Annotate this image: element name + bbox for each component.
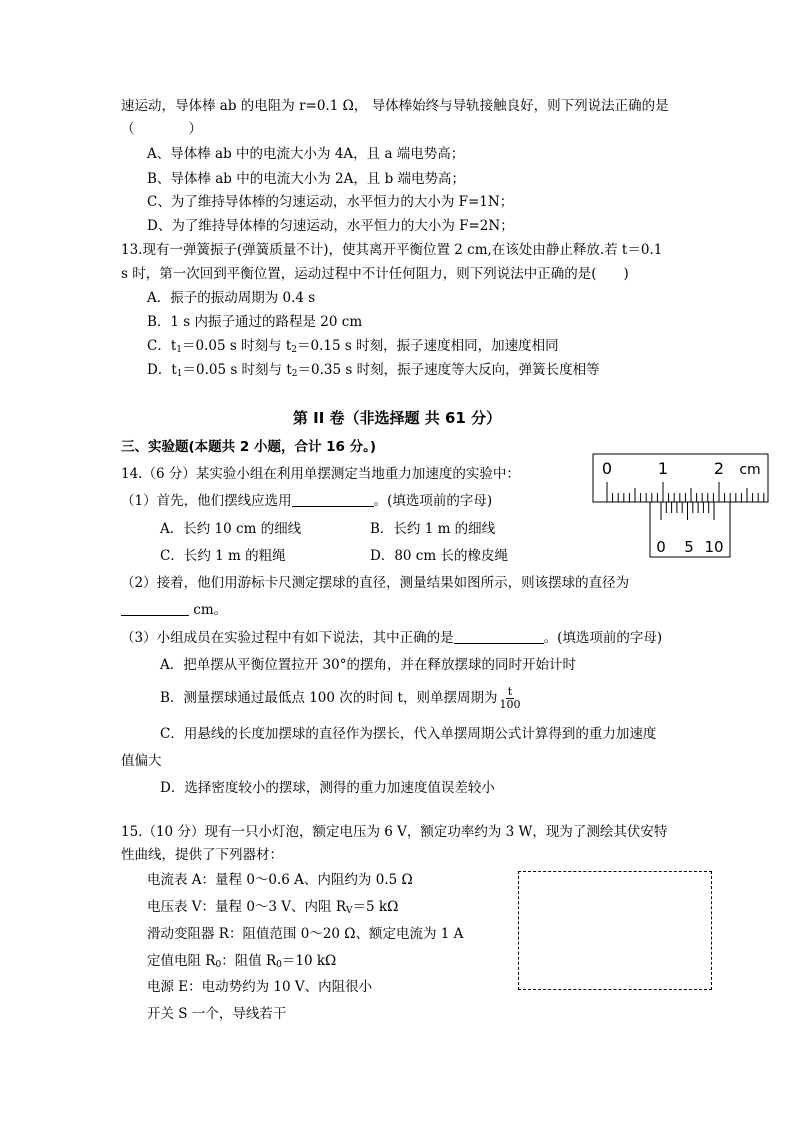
q13-stem-line1: 13.现有一弹簧振子(弹簧质量不计)，使其离开平衡位置 2 cm,在该处由静止释放.若 t＝0.1 (121, 242, 663, 258)
q14-part3: （3）小组成员在实验过程中有如下说法，其中正确的是 。(填选项前的字母) (121, 630, 663, 646)
section3-heading: 三、实验题(本题共 2 小题，合计 16 分。) (121, 439, 377, 455)
caliper-main-label-2: 2 (713, 459, 725, 478)
caliper-vernier-label-10: 10 (704, 538, 724, 556)
q13-option-d: D．$t_1=0.05$ s 时刻与 $t_2=0.35$ s 时刻，振子速度等大反向，弹簧长度相等 (147, 362, 600, 379)
q12-answer-paren: （ ） (121, 121, 202, 137)
q14-part3-option-a: A．把单摆从平衡位置拉开 30°的摆角，并在释放摆球的同时开始计时 (160, 657, 576, 673)
q14-part2: （2）接着，他们用游标卡尺测定摆球的直径，测量结果如图所示，则该摆球的直径为 (121, 575, 630, 591)
q14-option-d: D．80 cm 长的橡皮绳 (370, 548, 508, 564)
circuit-drawing-box[interactable] (518, 871, 712, 990)
q15-switch: 开关 S 一个，导线若干 (147, 1006, 287, 1022)
q14-option-c: C．长约 1 m 的粗绳 (160, 548, 286, 564)
q14-part3-option-c-line1: C．用悬线的长度加摆球的直径作为摆长，代入单摆周期公式计算得到的重力加速度 (160, 726, 657, 742)
q13-option-a: A．振子的振动周期为 0.4 s (147, 290, 316, 306)
q12-option-d: D、为了维持导体棒的匀速运动，水平恒力的大小为 F=2N； (147, 218, 514, 234)
caliper-main-label-0: 0 (601, 459, 613, 478)
period-fraction: $\frac{t}{100}$ (499, 685, 521, 711)
q15-fixed-resistor: 定值电阻 $R_0$：阻值 $R_0=10$ kΩ (147, 953, 337, 970)
part2-title: 第 II 卷（非选择题 共 61 分） (292, 409, 502, 427)
q14-part3-option-b: B．测量摆球通过最低点 100 次的时间 t，则单摆周期为 $\frac{t}{100}$ (160, 685, 521, 711)
q15-ammeter: 电流表 A：量程 0～0.6 A、内阻约为 0.5 Ω (147, 872, 413, 888)
q15-intro-line1: 15.（10 分）现有一只小灯泡，额定电压为 6 V，额定功率约为 3 W，现为了测绘其伏安特 (121, 824, 668, 840)
q13-option-c: C．$t_1=0.05$ s 时刻与 $t_2=0.15$ s 时刻，振子速度相同，加速度相同 (147, 338, 559, 355)
q14-part2-answer: cm。 (121, 601, 227, 619)
q15-voltmeter: 电压表 V：量程 0～3 V、内阻 $R_V=5$ kΩ (147, 899, 399, 916)
q14-option-b: B．长约 1 m 的细线 (370, 521, 496, 537)
q14-part3-option-d: D．选择密度较小的摆球，测得的重力加速度值误差较小 (160, 780, 495, 796)
q15-intro-line2: 性曲线，提供了下列器材： (121, 847, 283, 863)
caliper-vernier-label-5: 5 (684, 538, 694, 556)
q15-power-source: 电源 E：电动势约为 10 V、内阻很小 (147, 979, 373, 995)
q13-stem-line2: s 时，第一次回到平衡位置，运动过程中不计任何阻力，则下列说法中正确的是( ) (121, 266, 629, 282)
q13-option-b: B．1 s 内振子通过的路程是 20 cm (147, 314, 363, 330)
q12-stem: 速运动，导体棒 ab 的电阻为 r=0.1 Ω， 导体棒始终与导轨接触良好，则下列说法正确的是 (121, 98, 669, 114)
q14-part3-option-c-line2: 值偏大 (121, 753, 162, 769)
q15-rheostat: 滑动变阻器 R：阻值范围 0～20 Ω、额定电流为 1 A (147, 926, 464, 942)
q14-part1-blank[interactable] (292, 493, 374, 507)
caliper-main-label-1: 1 (657, 459, 669, 478)
q14-intro: 14.（6 分）某实验小组在利用单摆测定当地重力加速度的实验中： (121, 466, 520, 482)
caliper-vernier-label-0: 0 (656, 538, 666, 556)
caliper-unit-label: cm (739, 462, 761, 478)
q12-option-c: C、为了维持导体棒的匀速运动，水平恒力的大小为 F=1N； (147, 194, 514, 210)
q14-part1: （1）首先，他们摆线应选用 。(填选项前的字母) (121, 493, 493, 509)
q14-option-a: A．长约 10 cm 的细线 (160, 521, 302, 537)
q12-option-a: A、导体棒 ab 中的电流大小为 4A，且 a 端电势高； (147, 146, 465, 162)
q14-part2-blank[interactable] (121, 602, 189, 616)
q14-part3-blank[interactable] (454, 630, 544, 644)
vernier-caliper-figure (588, 452, 772, 560)
q12-option-b: B、导体棒 ab 中的电流大小为 2A，且 b 端电势高； (147, 171, 466, 187)
